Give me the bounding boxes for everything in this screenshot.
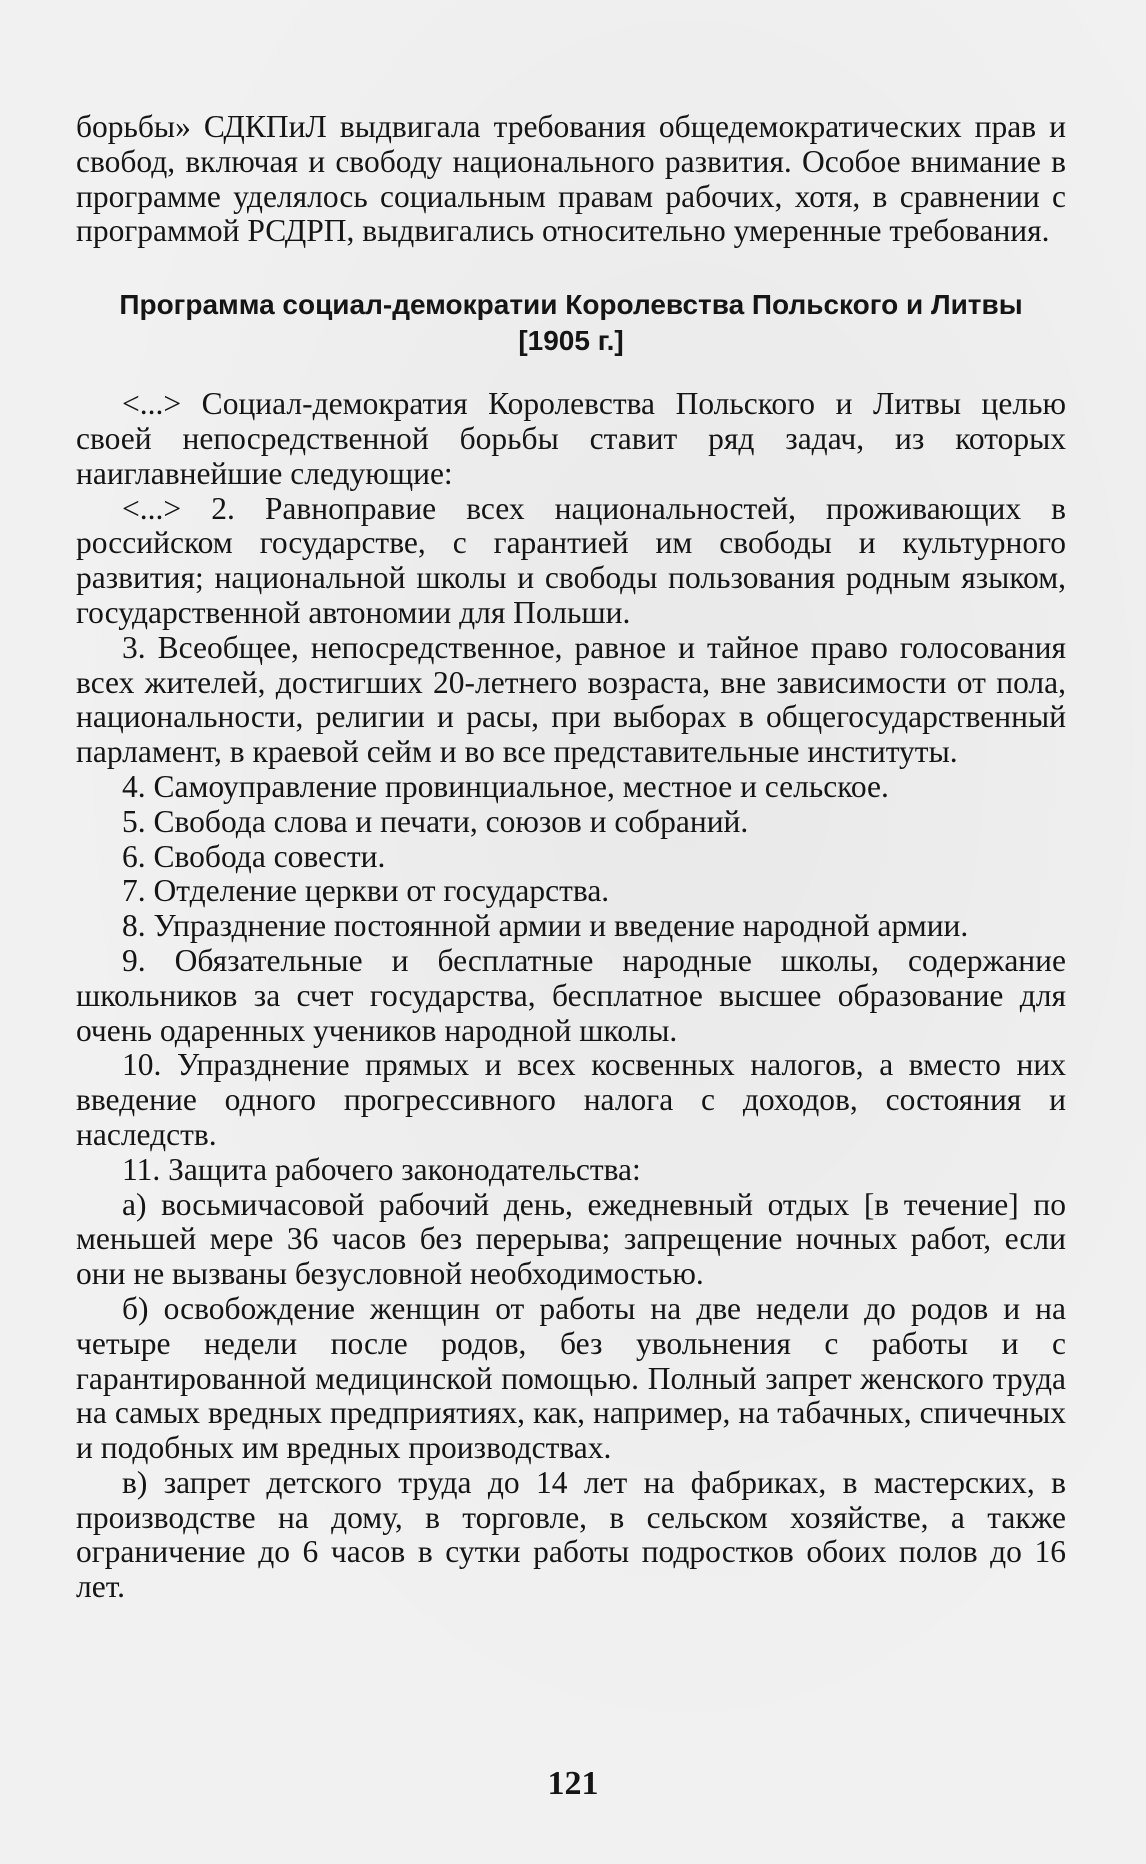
paragraph-item-3: 3. Всеобщее, непосредственное, равное и тайное право голосования всех жителей, достигших 20-летнего возраста, вне зависимости от пола, национальности, религии и расы, при выборах в общегосударственный парламент, в краевой сейм и во все представительные институты. [76, 629, 1066, 770]
paragraph-item-9: 9. Обязательные и бесплатные народные школы, содержание школьников за счет государства, бесплатное высшее образование для очень одаренных учеников народной школы. [76, 942, 1066, 1048]
paragraph-preamble: <...> Социал-демократия Королевства Польского и Литвы целью своей непосредственной борьбы ставит ряд задач, из которых наиглавнейшие следующие: [76, 386, 1066, 491]
paragraph-item-7: 7. Отделение церкви от государства. [122, 873, 610, 909]
paragraph-item-11a: а) восьмичасовой рабочий день, ежедневный отдых [в течение] по меньшей мере 36 часов без перерыва; запрещение ночных работ, если они не вызваны безусловной необходимостью. [76, 1186, 1066, 1292]
paragraph-item-8: 8. Упразднение постоянной армии и введение народной армии. [122, 908, 969, 944]
paragraph-item-11c: в) запрет детского труда до 14 лет на фабриках, в мастерских, в производстве на дому, в торговле, в сельском хозяйстве, а также ограничение до 6 часов в сутки работы подростков обоих полов до 16 лет. [76, 1464, 1066, 1605]
intro-paragraph: борьбы» СДКПиЛ выдвигала требования общедемократических прав и свобод, включая и свободу национального развития. Особое внимание в программе уделялось социальным правам рабочих, хотя, в сравнении с программой РСДРП, выдвигались относительно умеренные требования. [76, 109, 1066, 249]
paragraph-item-11: 11. Защита рабочего законодательства: [122, 1151, 641, 1187]
paragraph-item-11b: б) освобождение женщин от работы на две недели до родов и на четыре недели после родов, без увольнения с работы и с гарантированной медицинской помощью. Полный запрет женского труда на самых вредных предприятиях, как, например, на табачных, спичечных и подобных им вредных производствах. [76, 1290, 1066, 1466]
paragraph-item-5: 5. Свобода слова и печати, союзов и собраний. [122, 803, 749, 839]
paragraph-item-2: <...> 2. Равноправие всех национальностей, проживающих в российском государстве, с гарантией им свободы и культурного развития; национальной школы и свободы пользования родным языком, государственной автономии для Польши. [76, 490, 1066, 630]
section-heading-title: Программа социал-демократии Королевства Польского и Литвы [119, 289, 1023, 321]
section-heading-year: [1905 г.] [518, 325, 624, 357]
section-heading [76, 287, 1066, 359]
paragraph-item-4: 4. Самоуправление провинциальное, местное и сельское. [122, 768, 889, 804]
paragraph-item-10: 10. Упразднение прямых и всех косвенных налогов, а вместо них введение одного прогрессивного налога с доходов, состояния и наследств. [76, 1047, 1066, 1152]
page-number: 121 [547, 1765, 599, 1802]
paragraph-item-6: 6. Свобода совести. [122, 838, 386, 874]
